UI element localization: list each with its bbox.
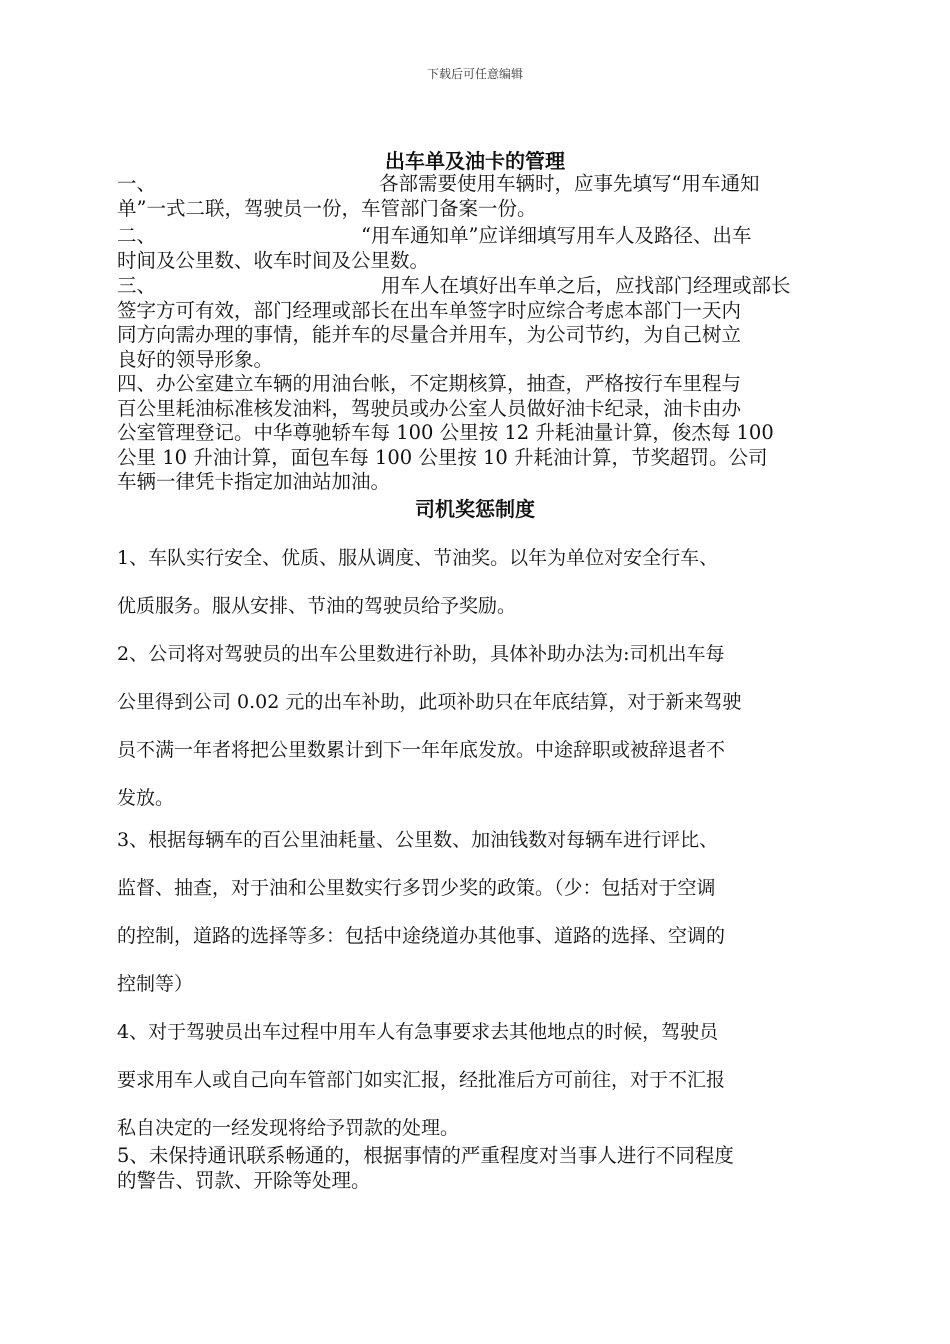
clause-line: 各部需要使用车辆时，应事先填写“用车通知 <box>379 172 760 195</box>
rule-paragraph-5 <box>117 1144 833 1193</box>
rule-line: 控制等） <box>117 973 194 995</box>
clause-line: 车辆一律凭卡指定加油站加油。 <box>117 470 391 493</box>
rule-line: 的控制，道路的选择等多：包括中途绕道办其他事、道路的选择、空调的 <box>117 925 726 947</box>
clause-line: 签字方可有效，部门经理或部长在出车单签字时应综合考虑本部门一天内 <box>117 298 742 322</box>
clause-marker: 二、 <box>117 224 157 247</box>
clause-line: 公里 10 升油计算，面包车每 100 公里按 10 升耗油计算，节奖超罚。公司 <box>117 445 768 469</box>
clause-line: 四、办公室建立车辆的用油台帐，不定期核算，抽查，严格按行车里程与 <box>117 372 742 395</box>
section-title-driver-rewards: 司机奖惩制度 <box>415 497 535 521</box>
clause-line: “用车通知单”应详细填写用车人及路径、出车 <box>361 224 752 247</box>
rule-line: 5、未保持通讯联系畅通的，根据事情的严重程度对当事人进行不同程度 <box>117 1144 734 1167</box>
clause-four <box>117 372 833 495</box>
rule-line: 发放。 <box>117 787 175 809</box>
rule-line: 的警告、罚款、开除等处理。 <box>117 1168 371 1192</box>
rule-line: 4、对于驾驶员出车过程中用车人有急事要求去其他地点的时候，驾驶员 <box>117 1021 719 1043</box>
rule-paragraph-4 <box>117 1008 833 1152</box>
section-title-vehicle-management: 出车单及油卡的管理 <box>385 149 565 173</box>
rule-paragraph-2 <box>117 630 833 822</box>
clause-line: 良好的领导形象。 <box>117 347 274 371</box>
clause-line: 公室管理登记。中华尊驰轿车每 100 公里按 12 升耗油量计算，俊杰每 100 <box>117 421 774 444</box>
clause-line: 用车人在填好出车单之后，应找部门经理或部长 <box>381 274 791 297</box>
clause-line: 时间及公里数、收车时间及公里数。 <box>117 248 430 272</box>
rule-line: 员不满一年者将把公里数累计到下一年年底发放。中途辞职或被辞退者不 <box>117 739 726 761</box>
rule-paragraph-3 <box>117 816 833 1008</box>
clause-line: 同方向需办理的事情，能并车的尽量合并用车，为公司节约，为自己树立 <box>117 323 742 346</box>
clause-line: 百公里耗油标准核发油料，驾驶员或办公室人员做好油卡纪录，油卡由办 <box>117 396 742 420</box>
header-note: 下载后可任意编辑 <box>426 67 523 81</box>
clause-line: 单”一式二联，驾驶员一份，车管部门备案一份。 <box>117 196 537 220</box>
clause-marker: 一、 <box>117 172 157 195</box>
clause-two <box>117 224 833 273</box>
rule-line: 3、根据每辆车的百公里油耗量、公里数、加油钱数对每辆车进行评比、 <box>117 829 719 851</box>
rule-line: 监督、抽查，对于油和公里数实行多罚少奖的政策。（少：包括对于空调 <box>117 877 716 899</box>
rule-line: 公里得到公司 0.02 元的出车补助，此项补助只在年底结算，对于新来驾驶 <box>117 691 742 713</box>
rule-line: 优质服务。服从安排、节油的驾驶员给予奖励。 <box>117 595 517 617</box>
rule-paragraph-1 <box>117 534 833 630</box>
clause-one <box>117 172 833 221</box>
rule-line: 1、车队实行安全、优质、服从调度、节油奖。以年为单位对安全行车、 <box>117 547 719 569</box>
rule-line: 要求用车人或自己向车管部门如实汇报，经批准后方可前往，对于不汇报 <box>117 1069 726 1091</box>
rule-line: 私自决定的一经发现将给予罚款的处理。 <box>117 1117 460 1139</box>
clause-three <box>117 274 833 372</box>
rule-line: 2、公司将对驾驶员的出车公里数进行补助，具体补助办法为:司机出车每 <box>117 643 725 665</box>
clause-marker: 三、 <box>117 274 157 297</box>
